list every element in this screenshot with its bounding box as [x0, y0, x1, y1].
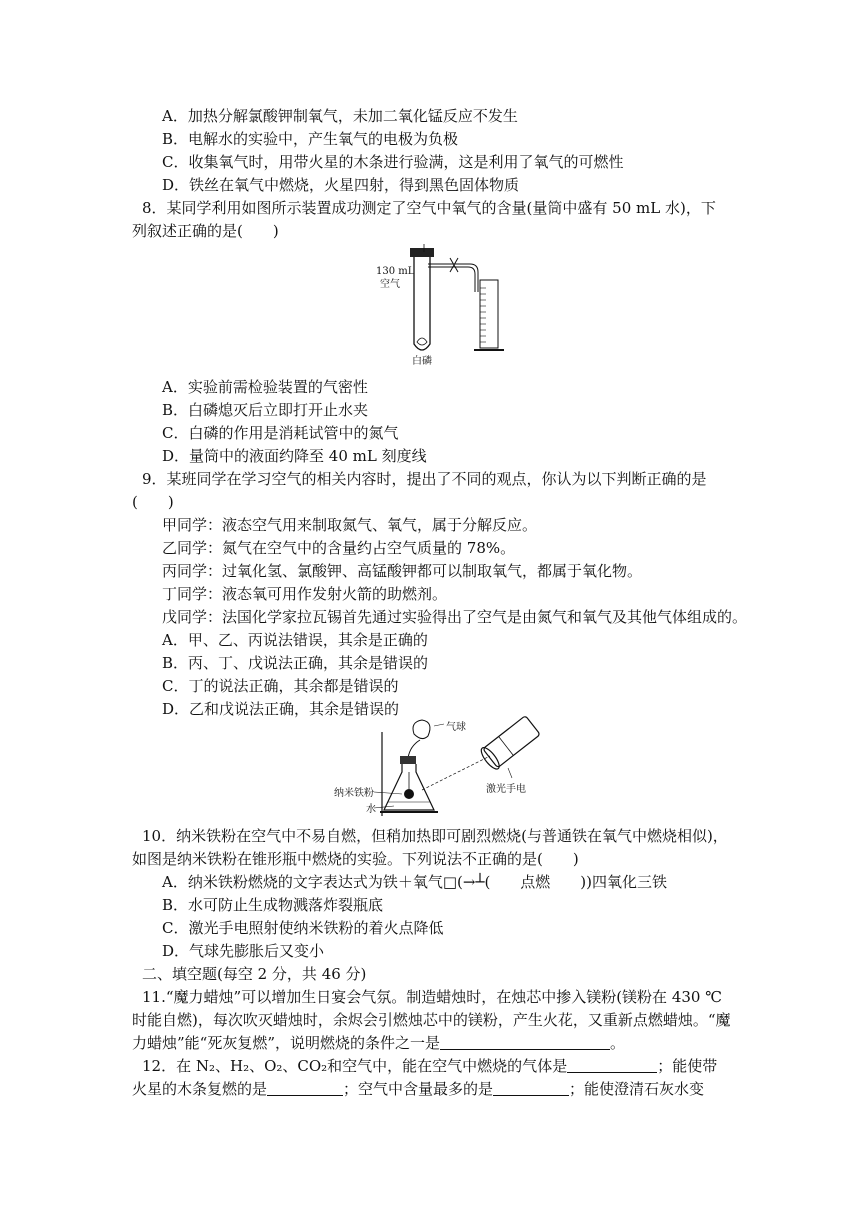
q9-option-b: B．丙、丁、戊说法正确，其余是错误的	[162, 654, 429, 672]
q10-apparatus-figure	[330, 712, 560, 824]
q7-option-a: A．加热分解氯酸钾制氧气，未加二氧化锰反应不发生	[162, 107, 518, 125]
q8-stem-line1: 8．某同学利用如图所示装置成功测定了空气中氧气的含量(量筒中盛有 50 mL 水)，下	[142, 199, 716, 217]
q9-statement-yi: 乙同学：氮气在空气中的含量约占空气质量的 78%。	[162, 539, 516, 557]
q8-fig-volume-label: 130 mL	[376, 266, 415, 277]
q8-option-c: C．白磷的作用是消耗试管中的氮气	[162, 424, 399, 442]
q9-option-a: A．甲、乙、丙说法错误，其余是正确的	[162, 631, 428, 649]
q9-statement-jia: 甲同学：液态空气用来制取氮气、氧气，属于分解反应。	[162, 516, 538, 534]
q9-statement-ding: 丁同学：液态氧可用作发射火箭的助燃剂。	[162, 585, 448, 603]
q7-option-b: B．电解水的实验中，产生氧气的电极为负极	[162, 130, 459, 148]
q12-line1-end: ；能使带	[657, 1057, 718, 1075]
q10-stem-line2: 如图是纳米铁粉在锥形瓶中燃烧的实验。下列说法不正确的是( )	[132, 850, 579, 868]
q12-line1-text: 12．在 N₂、H₂、O₂、CO₂和空气中，能在空气中燃烧的气体是	[142, 1057, 568, 1075]
q10-fig-water-label: 水	[366, 804, 376, 815]
q7-option-c: C．收集氧气时，用带火星的木条进行验满，这是利用了氧气的可燃性	[162, 153, 624, 171]
q9-option-c: C．丁的说法正确，其余都是错误的	[162, 677, 399, 695]
q8-option-a: A．实验前需检验装置的气密性	[162, 378, 368, 396]
q12-blank-3[interactable]	[493, 1081, 569, 1096]
q8-stem-line2: 列叙述正确的是( )	[132, 222, 279, 240]
q9-statement-wu: 戊同学：法国化学家拉瓦锡首先通过实验得出了空气是由氮气和氧气及其他气体组成的。	[162, 608, 748, 626]
q12-line2-text: 火星的木条复燃的是	[132, 1080, 268, 1098]
q10-option-c: C．激光手电照射使纳米铁粉的着火点降低	[162, 919, 444, 937]
q11-line3-text: 力蜡烛”能“死灰复燃”，说明燃烧的条件之一是	[132, 1034, 441, 1052]
q10-option-b: B．水可防止生成物溅落炸裂瓶底	[162, 896, 384, 914]
q10-option-d: D．气球先膨胀后又变小	[162, 942, 325, 960]
section-2-title: 二、填空题(每空 2 分，共 46 分)	[142, 965, 367, 983]
q12-line1	[142, 1056, 717, 1076]
q9-statement-bing: 丙同学：过氧化氢、氯酸钾、高锰酸钾都可以制取氧气，都属于氧化物。	[162, 562, 643, 580]
q8-option-b: B．白磷熄灭后立即打开止水夹	[162, 401, 369, 419]
q8-fig-phosphorus-label: 白磷	[412, 356, 432, 367]
q11-answer-blank[interactable]	[440, 1035, 610, 1050]
q8-fig-air-label: 空气	[380, 279, 400, 290]
q9-option-d: D．乙和戊说法正确，其余是错误的	[162, 700, 400, 718]
q7-option-d: D．铁丝在氧气中燃烧，火星四射，得到黑色固体物质	[162, 176, 520, 194]
q11-line3	[132, 1033, 625, 1053]
q10-option-a: A．纳米铁粉燃烧的文字表达式为铁＋氧气□(→┴( 点燃 ))四氧化三铁	[162, 873, 668, 891]
q12-blank-2[interactable]	[267, 1081, 343, 1096]
q11-line2: 时能自燃)，每次吹灭蜡烛时，余烬会引燃烛芯中的镁粉，产生火花，又重新点燃蜡烛。“魔	[132, 1011, 731, 1029]
q11-line1: 11.“魔力蜡烛”可以增加生日宴会气氛。制造蜡烛时，在烛芯中掺入镁粉(镁粉在 430 ℃	[142, 988, 722, 1006]
q12-line2	[132, 1079, 704, 1099]
q12-line2-end: ；能使澄清石灰水变	[569, 1080, 705, 1098]
q11-line3-end: 。	[610, 1034, 626, 1052]
q9-stem-line2: ( )	[132, 493, 174, 511]
q9-stem-line1: 9．某班同学在学习空气的相关内容时，提出了不同的观点，你认为以下判断正确的是	[142, 470, 707, 488]
q8-option-d: D．量筒中的液面约降至 40 mL 刻度线	[162, 447, 427, 465]
q10-fig-balloon-label: 气球	[446, 722, 466, 733]
q12-blank-1[interactable]	[567, 1058, 657, 1073]
q8-apparatus-figure	[370, 244, 520, 372]
q10-stem-line1: 10．纳米铁粉在空气中不易自燃，但稍加热即可剧烈燃烧(与普通铁在氧气中燃烧相似)，	[142, 827, 728, 845]
q12-line2-mid: ；空气中含量最多的是	[343, 1080, 494, 1098]
q10-fig-laser-label: 激光手电	[486, 784, 526, 795]
q10-fig-iron-label: 纳米铁粉	[334, 788, 374, 799]
